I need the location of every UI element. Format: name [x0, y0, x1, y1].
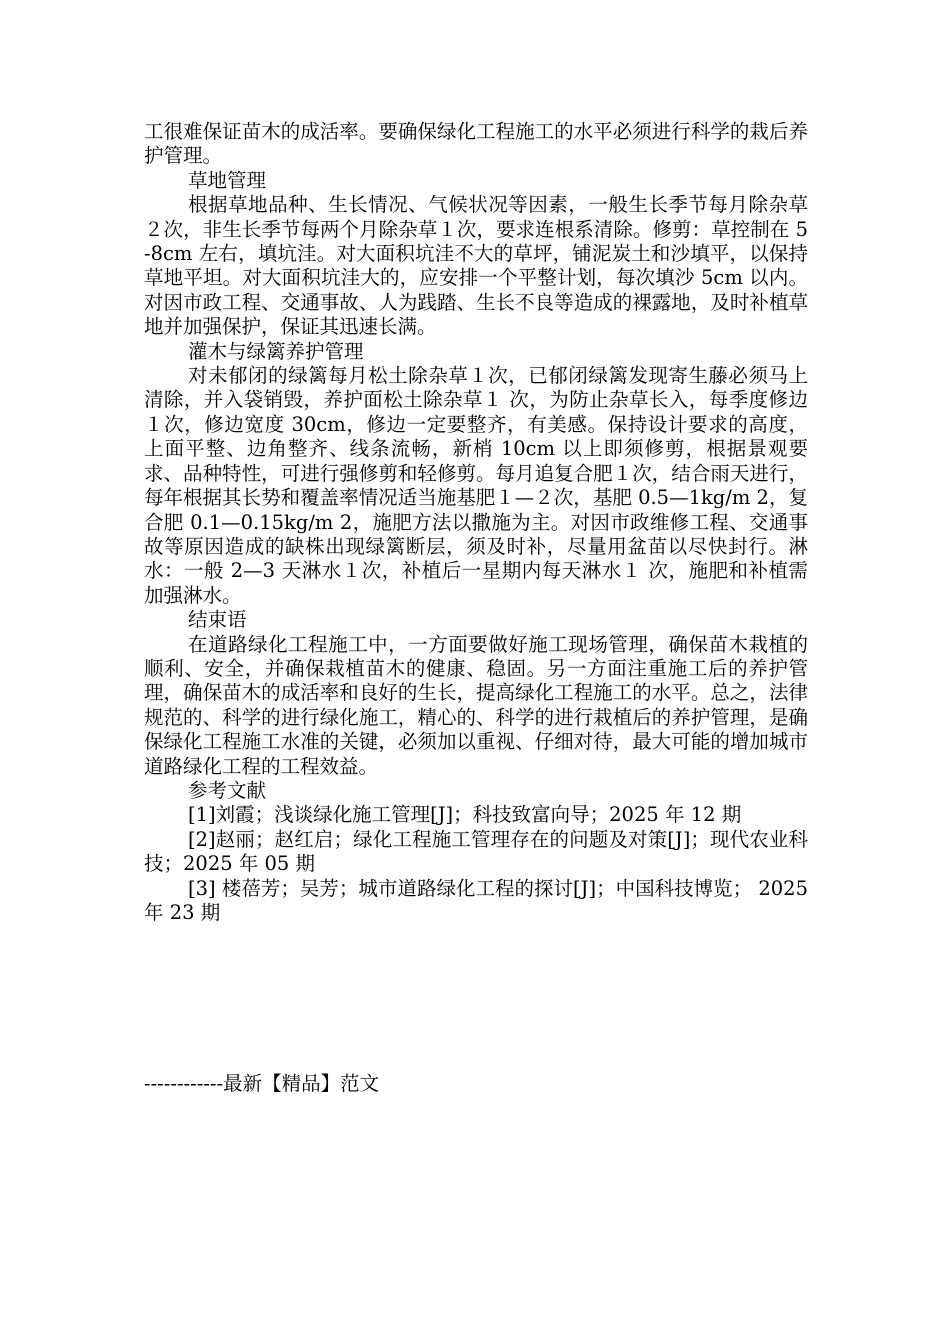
- paragraph-lawn-management: 根据草地品种、生长情况、气候状况等因素，一般生长季节每月除杂草２次，非生长季节每两个月除杂草１次，要求连根系清除。修剪：草控制在 5-8cm 左右，填坑洼。对大面积坑洼不大的草坪，铺泥炭土和沙填平，以保持草地平坦。对大面积坑洼大的，应安排一个平整计划，每次填沙 5cm 以内。对因市政工程、交通事故、人为践踏、生长不良等造成的裸露地，及时补植草地并加强保护，保证其迅速长满。: [144, 193, 808, 339]
- paragraph-shrub-hedge: 对未郁闭的绿篱每月松土除杂草１次，已郁闭绿篱发现寄生藤必须马上清除，并入袋销毁，养护面松土除杂草１ 次，为防止杂草长入，每季度修边１次，修边宽度 30cm，修边一定要整齐，有美感。保持设计要求的高度，上面平整、边角整齐、线条流畅，新梢 10cm 以上即须修剪，根据景观要求、品种特性，可进行强修剪和轻修剪。每月追复合肥１次，结合雨天进行，每年根据其长势和覆盖率情况适当施基肥１—２次，基肥 0.5—1kg/m 2，复合肥 0.1—0.15kg/m 2，施肥方法以撒施为主。对因市政维修工程、交通事故等原因造成的缺株出现绿篱断层，须及时补，尽量用盆苗以尽快封行。淋水：一般 2—3 天淋水１次，补植后一星期内每天淋水１ 次，施肥和补植需加强淋水。: [144, 364, 808, 607]
- document-body: [144, 120, 808, 925]
- heading-conclusion: 结束语: [188, 608, 247, 632]
- reference-item-2: [2]赵丽；赵红启；绿化工程施工管理存在的问题及对策[J]；现代农业科技；2025 年 05 期: [144, 827, 808, 876]
- heading-lawn-management: 草地管理: [188, 168, 267, 192]
- page-footer: ------------最新【精品】范文: [144, 1072, 380, 1095]
- paragraph-intro-continuation: 工很难保证苗木的成活率。要确保绿化工程施工的水平必须进行科学的栽后养护管理。: [144, 120, 808, 168]
- paragraph-conclusion: 在道路绿化工程施工中，一方面要做好施工现场管理，确保苗木栽植的顺利、安全，并确保栽植苗木的健康、稳固。另一方面注重施工后的养护管理，确保苗木的成活率和良好的生长，提高绿化工程施工的水平。总之，法律规范的、科学的进行绿化施工，精心的、科学的进行栽植后的养护管理，是确保绿化工程施工水准的关键，必须加以重视、仔细对待，最大可能的增加城市道路绿化工程的工程效益。: [144, 632, 808, 778]
- reference-item-1: [1]刘霞；浅谈绿化施工管理[J]；科技致富向导；2025 年 12 期: [188, 803, 742, 827]
- reference-item-3: [3] 楼蓓芳；吴芳；城市道路绿化工程的探讨[J]；中国科技博览； 2025 年 23 期: [144, 876, 808, 924]
- heading-references: 参考文献: [188, 778, 267, 802]
- heading-shrub-hedge: 灌木与绿篱养护管理: [188, 339, 364, 363]
